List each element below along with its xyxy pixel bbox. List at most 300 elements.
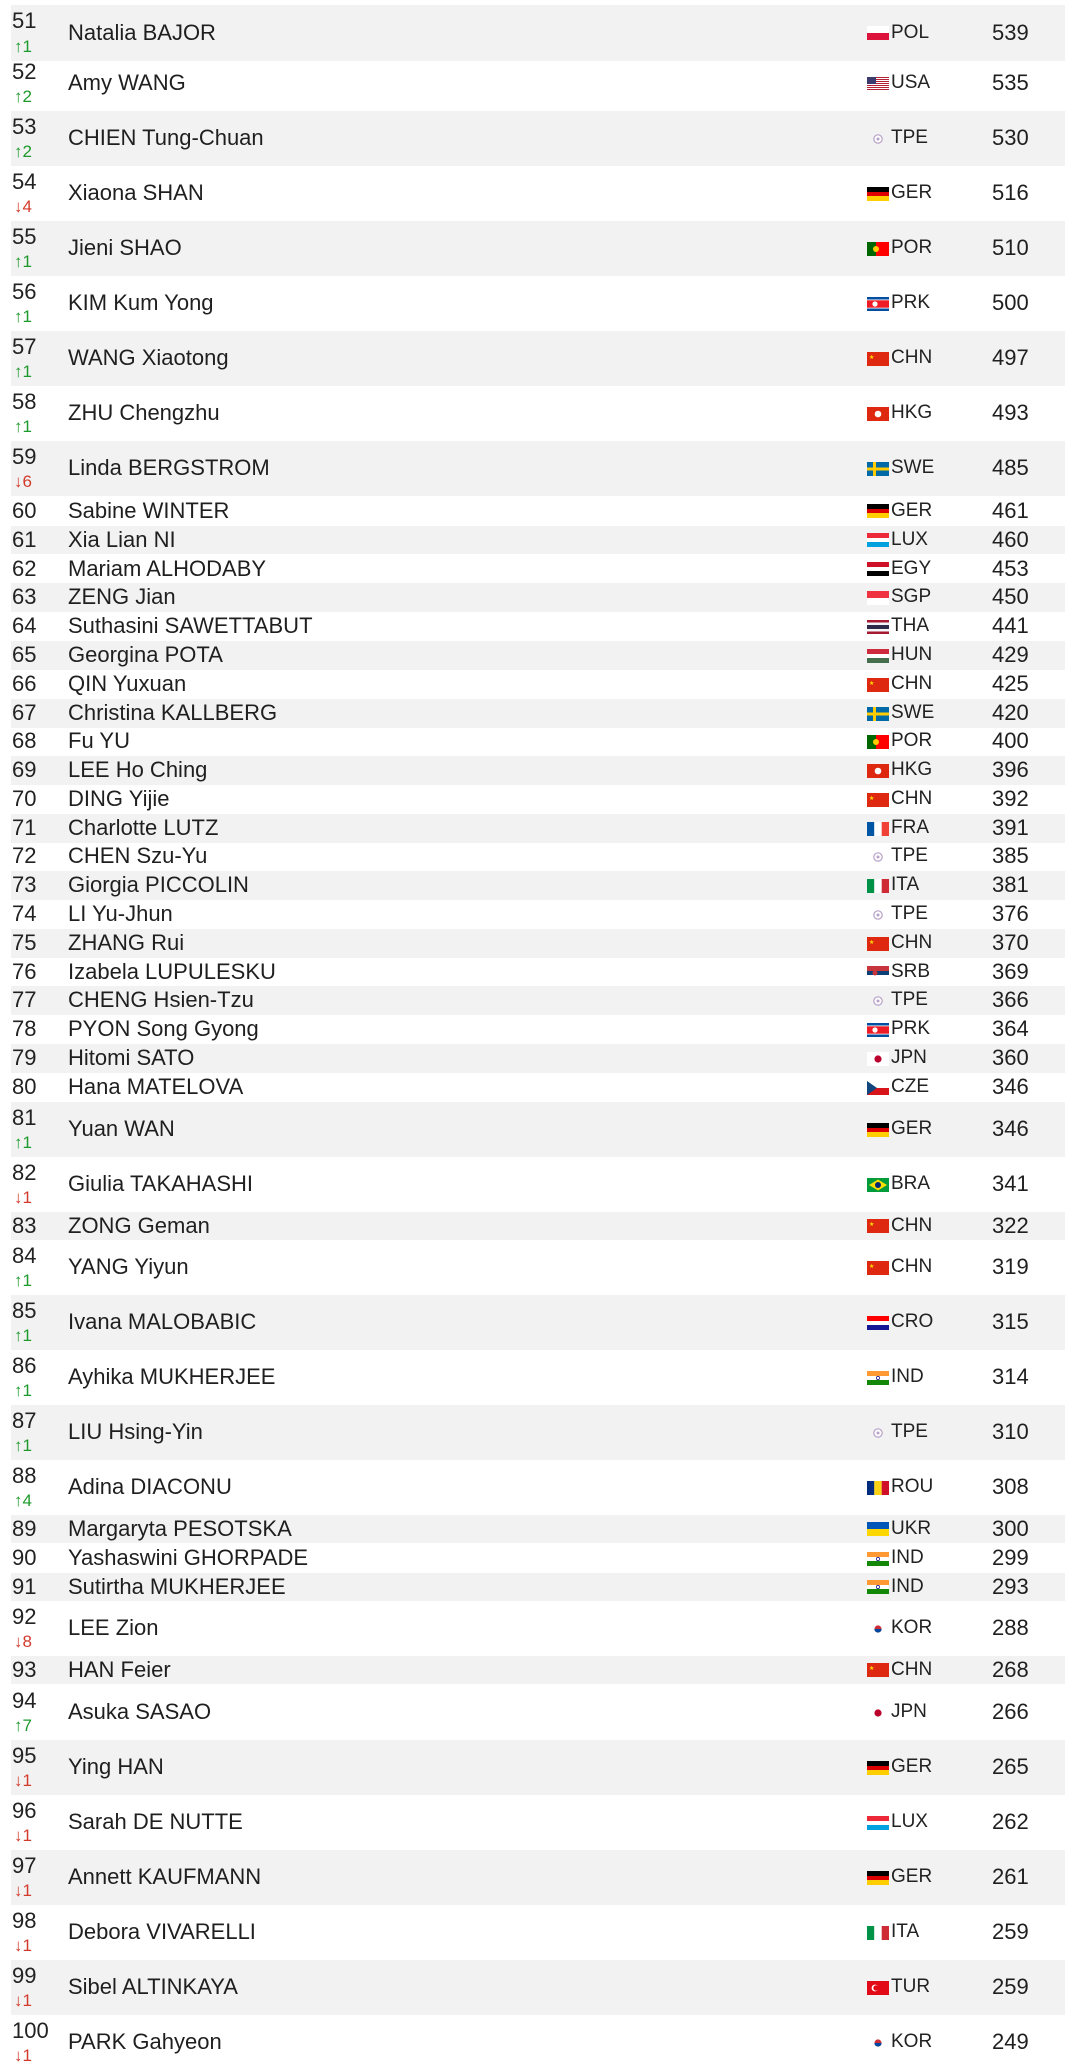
tpe-flag-icon — [867, 132, 889, 146]
player-name[interactable]: Mariam ALHODABY — [68, 556, 267, 581]
ranking-row[interactable] — [0, 1544, 1079, 1573]
rank-change: ↑7 — [14, 1716, 32, 1735]
player-name[interactable]: Xia Lian NI — [68, 527, 176, 552]
country-code: CHN — [891, 1215, 933, 1236]
ranking-row[interactable] — [0, 1044, 1079, 1073]
ranking-row[interactable] — [0, 699, 1079, 728]
ranking-row[interactable] — [0, 1740, 1079, 1795]
rank-number: 88 — [12, 1463, 37, 1488]
rank-number: 100 — [12, 2018, 49, 2043]
ita-flag-icon — [867, 1926, 889, 1940]
svg-text:★: ★ — [869, 940, 875, 946]
rank-change: ↓1 — [14, 1991, 32, 2010]
ranking-row[interactable] — [0, 1240, 1079, 1295]
country-code: UKR — [891, 1518, 932, 1539]
rank-number: 98 — [12, 1908, 37, 1933]
rank-number: 87 — [12, 1408, 37, 1433]
country-code: CRO — [891, 1311, 934, 1332]
rank-number: 54 — [12, 169, 37, 194]
ranking-row[interactable] — [0, 727, 1079, 756]
ind-flag-icon — [867, 1371, 889, 1385]
chn-flag-icon — [867, 1663, 889, 1677]
player-name[interactable]: Sarah DE NUTTE — [68, 1809, 243, 1834]
ranking-row[interactable] — [0, 2015, 1079, 2070]
country-code: TPE — [891, 903, 928, 924]
rank-change: ↑4 — [14, 1491, 32, 1510]
rank-number: 74 — [12, 901, 37, 926]
rank-number: 99 — [12, 1963, 37, 1988]
points-value: 346 — [992, 1074, 1029, 1099]
egy-flag-icon — [867, 562, 889, 576]
points-value: 453 — [992, 556, 1029, 581]
player-name[interactable]: Sabine WINTER — [68, 498, 230, 523]
ranking-row[interactable] — [0, 1212, 1079, 1240]
player-name[interactable]: Margaryta PESOTSKA — [68, 1516, 292, 1541]
player-name[interactable]: Ying HAN — [68, 1754, 164, 1779]
points-value: 288 — [992, 1615, 1029, 1640]
country-code: PRK — [891, 1018, 931, 1039]
swe-flag-icon — [867, 707, 889, 721]
rank-number: 92 — [12, 1604, 37, 1629]
rank-change: ↑1 — [14, 252, 32, 271]
country-code: PRK — [891, 292, 931, 313]
player-name[interactable]: LEE Zion — [68, 1615, 159, 1640]
points-value: 381 — [992, 872, 1029, 897]
player-name[interactable]: Giulia TAKAHASHI — [68, 1171, 254, 1196]
jpn-flag-icon — [867, 1052, 889, 1066]
country-code: ITA — [891, 874, 920, 895]
player-name[interactable]: PYON Song Gyong — [68, 1016, 259, 1041]
country-code: TPE — [891, 989, 928, 1010]
country-code: HKG — [891, 759, 933, 780]
points-value: 346 — [992, 1116, 1029, 1141]
country-code: GER — [891, 182, 933, 203]
jpn-flag-icon — [867, 1706, 889, 1720]
points-value: 259 — [992, 1919, 1029, 1944]
rank-number: 59 — [12, 444, 37, 469]
rank-change: ↑1 — [14, 1326, 32, 1345]
rank-number: 80 — [12, 1074, 37, 1099]
points-value: 261 — [992, 1864, 1029, 1889]
svg-text:★: ★ — [869, 1222, 875, 1228]
player-name[interactable]: LEE Ho Ching — [68, 757, 208, 782]
sgp-flag-icon — [867, 591, 889, 605]
player-name[interactable]: Yuan WAN — [68, 1116, 175, 1141]
points-value: 450 — [992, 584, 1029, 609]
ranking-row[interactable] — [0, 1656, 1079, 1684]
ranking-row[interactable] — [0, 900, 1079, 929]
ranking-row[interactable] — [0, 670, 1079, 699]
country-code: POR — [891, 237, 933, 258]
ranking-row[interactable] — [0, 1515, 1079, 1543]
points-value: 485 — [992, 455, 1029, 480]
ranking-row[interactable] — [0, 756, 1079, 785]
prk-flag-icon — [867, 1023, 889, 1037]
player-name[interactable]: DING Yijie — [68, 786, 170, 811]
rank-change: ↓1 — [14, 2046, 32, 2065]
player-name[interactable]: Sutirtha MUKHERJEE — [68, 1574, 286, 1599]
country-code: GER — [891, 1756, 933, 1777]
country-code: IND — [891, 1576, 924, 1597]
rank-number: 53 — [12, 114, 37, 139]
points-value: 262 — [992, 1809, 1029, 1834]
player-name[interactable]: QIN Yuxuan — [68, 671, 187, 696]
points-value: 366 — [992, 987, 1029, 1012]
country-code: CZE — [891, 1076, 929, 1097]
country-code: CHN — [891, 932, 933, 953]
rank-number: 52 — [12, 59, 37, 84]
por-flag-icon — [867, 735, 889, 749]
lux-flag-icon — [867, 533, 889, 547]
rank-number: 65 — [12, 642, 37, 667]
cro-flag-icon — [867, 1316, 889, 1330]
ger-flag-icon — [867, 1871, 889, 1885]
player-name[interactable]: Hitomi SATO — [68, 1045, 195, 1070]
tur-flag-icon — [867, 1981, 889, 1995]
ranking-row[interactable] — [0, 166, 1079, 221]
points-value: 510 — [992, 235, 1029, 260]
points-value: 360 — [992, 1045, 1029, 1070]
player-name[interactable]: Natalia BAJOR — [68, 20, 216, 45]
ita-flag-icon — [867, 879, 889, 893]
points-value: 539 — [992, 20, 1029, 45]
rank-number: 60 — [12, 498, 37, 523]
ranking-row[interactable] — [0, 111, 1079, 166]
country-code: SWE — [891, 702, 935, 723]
rank-number: 75 — [12, 930, 37, 955]
ranking-row[interactable] — [0, 986, 1079, 1015]
country-code: ITA — [891, 1921, 920, 1942]
svg-text:★: ★ — [869, 681, 875, 687]
points-value: 341 — [992, 1171, 1029, 1196]
chn-flag-icon — [867, 352, 889, 366]
points-value: 249 — [992, 2029, 1029, 2054]
player-name[interactable]: Jieni SHAO — [68, 235, 182, 260]
chn-flag-icon — [867, 678, 889, 692]
rank-change: ↓8 — [14, 1632, 32, 1651]
player-name[interactable]: ZHANG Rui — [68, 930, 185, 955]
player-name[interactable]: Yashaswini GHORPADE — [68, 1545, 309, 1570]
country-code: EGY — [891, 558, 932, 579]
ranking-row[interactable] — [0, 1295, 1079, 1350]
player-name[interactable]: LI Yu-Jhun — [68, 901, 173, 926]
rank-number: 68 — [12, 728, 37, 753]
player-name[interactable]: Charlotte LUTZ — [68, 815, 219, 840]
rank-number: 70 — [12, 786, 37, 811]
player-name[interactable]: Sibel ALTINKAYA — [68, 1974, 238, 1999]
ranking-row[interactable] — [0, 929, 1079, 958]
points-value: 516 — [992, 180, 1029, 205]
prk-flag-icon — [867, 297, 889, 311]
country-code: BRA — [891, 1173, 931, 1194]
player-name[interactable]: Linda BERGSTROM — [68, 455, 270, 480]
rank-number: 64 — [12, 613, 37, 638]
points-value: 268 — [992, 1657, 1029, 1682]
rank-number: 69 — [12, 757, 37, 782]
ranking-row[interactable] — [0, 1350, 1079, 1405]
country-code: KOR — [891, 1617, 933, 1638]
tpe-flag-icon — [867, 850, 889, 864]
rank-number: 90 — [12, 1545, 37, 1570]
points-value: 429 — [992, 642, 1029, 667]
player-name[interactable]: Debora VIVARELLI — [68, 1919, 256, 1944]
ranking-row[interactable] — [0, 785, 1079, 814]
ranking-row[interactable] — [0, 814, 1079, 843]
player-name[interactable]: WANG Xiaotong — [68, 345, 229, 370]
player-name[interactable]: Asuka SASAO — [68, 1699, 212, 1724]
rank-change: ↓1 — [14, 1826, 32, 1845]
points-value: 266 — [992, 1699, 1029, 1724]
pol-flag-icon — [867, 26, 889, 40]
ranking-row[interactable] — [0, 842, 1079, 871]
points-value: 530 — [992, 125, 1029, 150]
ranking-row[interactable] — [0, 612, 1079, 641]
rank-number: 63 — [12, 584, 37, 609]
points-value: 376 — [992, 901, 1029, 926]
rank-number: 86 — [12, 1353, 37, 1378]
country-code: TPE — [891, 127, 928, 148]
ranking-row[interactable] — [0, 526, 1079, 554]
rank-number: 93 — [12, 1657, 37, 1682]
rank-number: 61 — [12, 527, 37, 552]
ind-flag-icon — [867, 1552, 889, 1566]
rank-number: 83 — [12, 1213, 37, 1238]
rank-number: 79 — [12, 1045, 37, 1070]
player-name[interactable]: Amy WANG — [68, 70, 186, 95]
rank-number: 67 — [12, 700, 37, 725]
svg-text:★: ★ — [869, 796, 875, 802]
ranking-row[interactable] — [0, 497, 1079, 525]
country-code: CHN — [891, 788, 933, 809]
player-name[interactable]: Christina KALLBERG — [68, 700, 278, 725]
rank-number: 62 — [12, 556, 37, 581]
ranking-row[interactable] — [0, 5, 1079, 61]
rank-number: 82 — [12, 1160, 37, 1185]
points-value: 391 — [992, 815, 1029, 840]
svg-text:★: ★ — [869, 355, 875, 361]
points-value: 310 — [992, 1419, 1029, 1444]
points-value: 314 — [992, 1364, 1029, 1389]
points-value: 493 — [992, 400, 1029, 425]
rank-number: 76 — [12, 959, 37, 984]
rank-number: 57 — [12, 334, 37, 359]
ranking-row[interactable] — [0, 331, 1079, 386]
ranking-row[interactable] — [0, 1795, 1079, 1850]
points-value: 385 — [992, 843, 1029, 868]
country-code: CHN — [891, 1256, 933, 1277]
ranking-row[interactable] — [0, 1015, 1079, 1044]
rank-change: ↓1 — [14, 1771, 32, 1790]
rank-number: 84 — [12, 1243, 37, 1268]
player-name[interactable]: LIU Hsing-Yin — [68, 1419, 203, 1444]
ind-flag-icon — [867, 1580, 889, 1594]
ranking-row[interactable] — [0, 276, 1079, 331]
country-code: IND — [891, 1547, 924, 1568]
rank-change: ↑1 — [14, 417, 32, 436]
ranking-row[interactable] — [0, 1905, 1079, 1960]
country-code: THA — [891, 615, 929, 636]
player-name[interactable]: Georgina POTA — [68, 642, 223, 667]
country-code: TPE — [891, 845, 928, 866]
points-value: 396 — [992, 757, 1029, 782]
swe-flag-icon — [867, 462, 889, 476]
rank-number: 94 — [12, 1688, 37, 1713]
rank-number: 77 — [12, 987, 37, 1012]
points-value: 299 — [992, 1545, 1029, 1570]
usa-flag-icon — [867, 77, 889, 91]
svg-text:★: ★ — [869, 1666, 875, 1672]
player-name[interactable]: Adina DIACONU — [68, 1474, 232, 1499]
country-code: LUX — [891, 529, 928, 550]
bra-flag-icon — [867, 1178, 889, 1192]
rank-change: ↑2 — [14, 142, 32, 161]
ger-flag-icon — [867, 1761, 889, 1775]
ranking-row[interactable] — [0, 1850, 1079, 1905]
country-code: KOR — [891, 2031, 933, 2052]
country-code: GER — [891, 1866, 933, 1887]
por-flag-icon — [867, 242, 889, 256]
country-code: GER — [891, 1118, 933, 1139]
rank-change: ↓1 — [14, 1188, 32, 1207]
rank-change: ↑1 — [14, 1436, 32, 1455]
player-name[interactable]: Annett KAUFMANN — [68, 1864, 262, 1889]
country-code: IND — [891, 1366, 924, 1387]
tpe-flag-icon — [867, 908, 889, 922]
rank-change: ↑1 — [14, 362, 32, 381]
player-name[interactable]: ZONG Geman — [68, 1213, 210, 1238]
rank-number: 89 — [12, 1516, 37, 1541]
tha-flag-icon — [867, 620, 889, 634]
rank-number: 96 — [12, 1798, 37, 1823]
player-name[interactable]: Suthasini SAWETTABUT — [68, 613, 313, 638]
country-code: POL — [891, 22, 930, 43]
rank-change: ↑1 — [14, 1381, 32, 1400]
rank-change: ↑1 — [14, 1271, 32, 1290]
points-value: 400 — [992, 728, 1029, 753]
player-name[interactable]: Xiaona SHAN — [68, 180, 204, 205]
rank-number: 85 — [12, 1298, 37, 1323]
hkg-flag-icon — [867, 407, 889, 421]
points-value: 369 — [992, 959, 1029, 984]
ranking-row[interactable] — [0, 641, 1079, 670]
lux-flag-icon — [867, 1816, 889, 1830]
rank-number: 81 — [12, 1105, 37, 1130]
points-value: 293 — [992, 1574, 1029, 1599]
country-code: CHN — [891, 347, 933, 368]
ranking-row[interactable] — [0, 1102, 1079, 1157]
ranking-row[interactable] — [0, 441, 1079, 496]
country-code: JPN — [891, 1047, 927, 1068]
points-value: 425 — [992, 671, 1029, 696]
points-value: 300 — [992, 1516, 1029, 1541]
tpe-flag-icon — [867, 994, 889, 1008]
player-name[interactable]: YANG Yiyun — [68, 1254, 189, 1279]
player-name[interactable]: CHEN Szu-Yu — [68, 843, 208, 868]
player-name[interactable]: KIM Kum Yong — [68, 290, 214, 315]
rank-change: ↓1 — [14, 1936, 32, 1955]
rank-number: 73 — [12, 872, 37, 897]
country-code: GER — [891, 500, 933, 521]
country-code: ROU — [891, 1476, 934, 1497]
player-name[interactable]: ZENG Jian — [68, 584, 176, 609]
country-code: JPN — [891, 1701, 927, 1722]
ranking-row[interactable] — [0, 1685, 1079, 1740]
rank-number: 78 — [12, 1016, 37, 1041]
player-name[interactable]: Ivana MALOBABIC — [68, 1309, 257, 1334]
ranking-row[interactable] — [0, 1601, 1079, 1656]
chn-flag-icon — [867, 1219, 889, 1233]
ranking-row[interactable] — [0, 1460, 1079, 1515]
points-value: 392 — [992, 786, 1029, 811]
chn-flag-icon — [867, 937, 889, 951]
rank-change: ↑2 — [14, 87, 32, 106]
chn-flag-icon — [867, 793, 889, 807]
country-code: SGP — [891, 586, 932, 607]
rank-change: ↑1 — [14, 1133, 32, 1152]
country-code: SRB — [891, 961, 931, 982]
ranking-row[interactable] — [0, 555, 1079, 583]
ranking-row[interactable] — [0, 1573, 1079, 1601]
player-name[interactable]: Ayhika MUKHERJEE — [68, 1364, 276, 1389]
points-value: 308 — [992, 1474, 1029, 1499]
ukr-flag-icon — [867, 1522, 889, 1536]
ranking-row[interactable] — [0, 871, 1079, 900]
points-value: 535 — [992, 70, 1029, 95]
points-value: 441 — [992, 613, 1029, 638]
rank-number: 51 — [12, 8, 37, 33]
player-name[interactable]: Fu YU — [68, 728, 130, 753]
ranking-row[interactable] — [0, 221, 1079, 276]
ranking-row[interactable] — [0, 56, 1079, 111]
country-code: LUX — [891, 1811, 928, 1832]
hkg-flag-icon — [867, 764, 889, 778]
player-name[interactable]: CHIEN Tung-Chuan — [68, 125, 264, 150]
country-code: HKG — [891, 402, 933, 423]
rank-change: ↓6 — [14, 472, 32, 491]
player-name[interactable]: ZHU Chengzhu — [68, 400, 220, 425]
hun-flag-icon — [867, 649, 889, 663]
rank-number: 91 — [12, 1574, 37, 1599]
chn-flag-icon — [867, 1261, 889, 1275]
country-code: TPE — [891, 1421, 928, 1442]
rou-flag-icon — [867, 1481, 889, 1495]
ranking-row[interactable] — [0, 1960, 1079, 2015]
player-name[interactable]: Hana MATELOVA — [68, 1074, 244, 1099]
ranking-row[interactable] — [0, 583, 1079, 612]
player-name[interactable]: CHENG Hsien-Tzu — [68, 987, 254, 1012]
ger-flag-icon — [867, 504, 889, 518]
ranking-row[interactable] — [0, 958, 1079, 987]
player-name[interactable]: Izabela LUPULESKU — [68, 959, 276, 984]
player-name[interactable]: PARK Gahyeon — [68, 2029, 222, 2054]
ranking-row[interactable] — [0, 1157, 1079, 1212]
ranking-row[interactable] — [0, 386, 1079, 441]
rank-change: ↑1 — [14, 307, 32, 326]
rank-number: 71 — [12, 815, 37, 840]
points-value: 259 — [992, 1974, 1029, 1999]
player-name[interactable]: HAN Feier — [68, 1657, 171, 1682]
rank-change: ↑1 — [14, 37, 32, 56]
rank-number: 56 — [12, 279, 37, 304]
country-code: USA — [891, 72, 931, 93]
player-name[interactable]: Giorgia PICCOLIN — [68, 872, 249, 897]
country-code: FRA — [891, 817, 929, 838]
points-value: 500 — [992, 290, 1029, 315]
ranking-row[interactable] — [0, 1405, 1079, 1460]
ranking-row[interactable] — [0, 1073, 1079, 1102]
kor-flag-icon — [867, 2036, 889, 2050]
country-code: POR — [891, 730, 933, 751]
